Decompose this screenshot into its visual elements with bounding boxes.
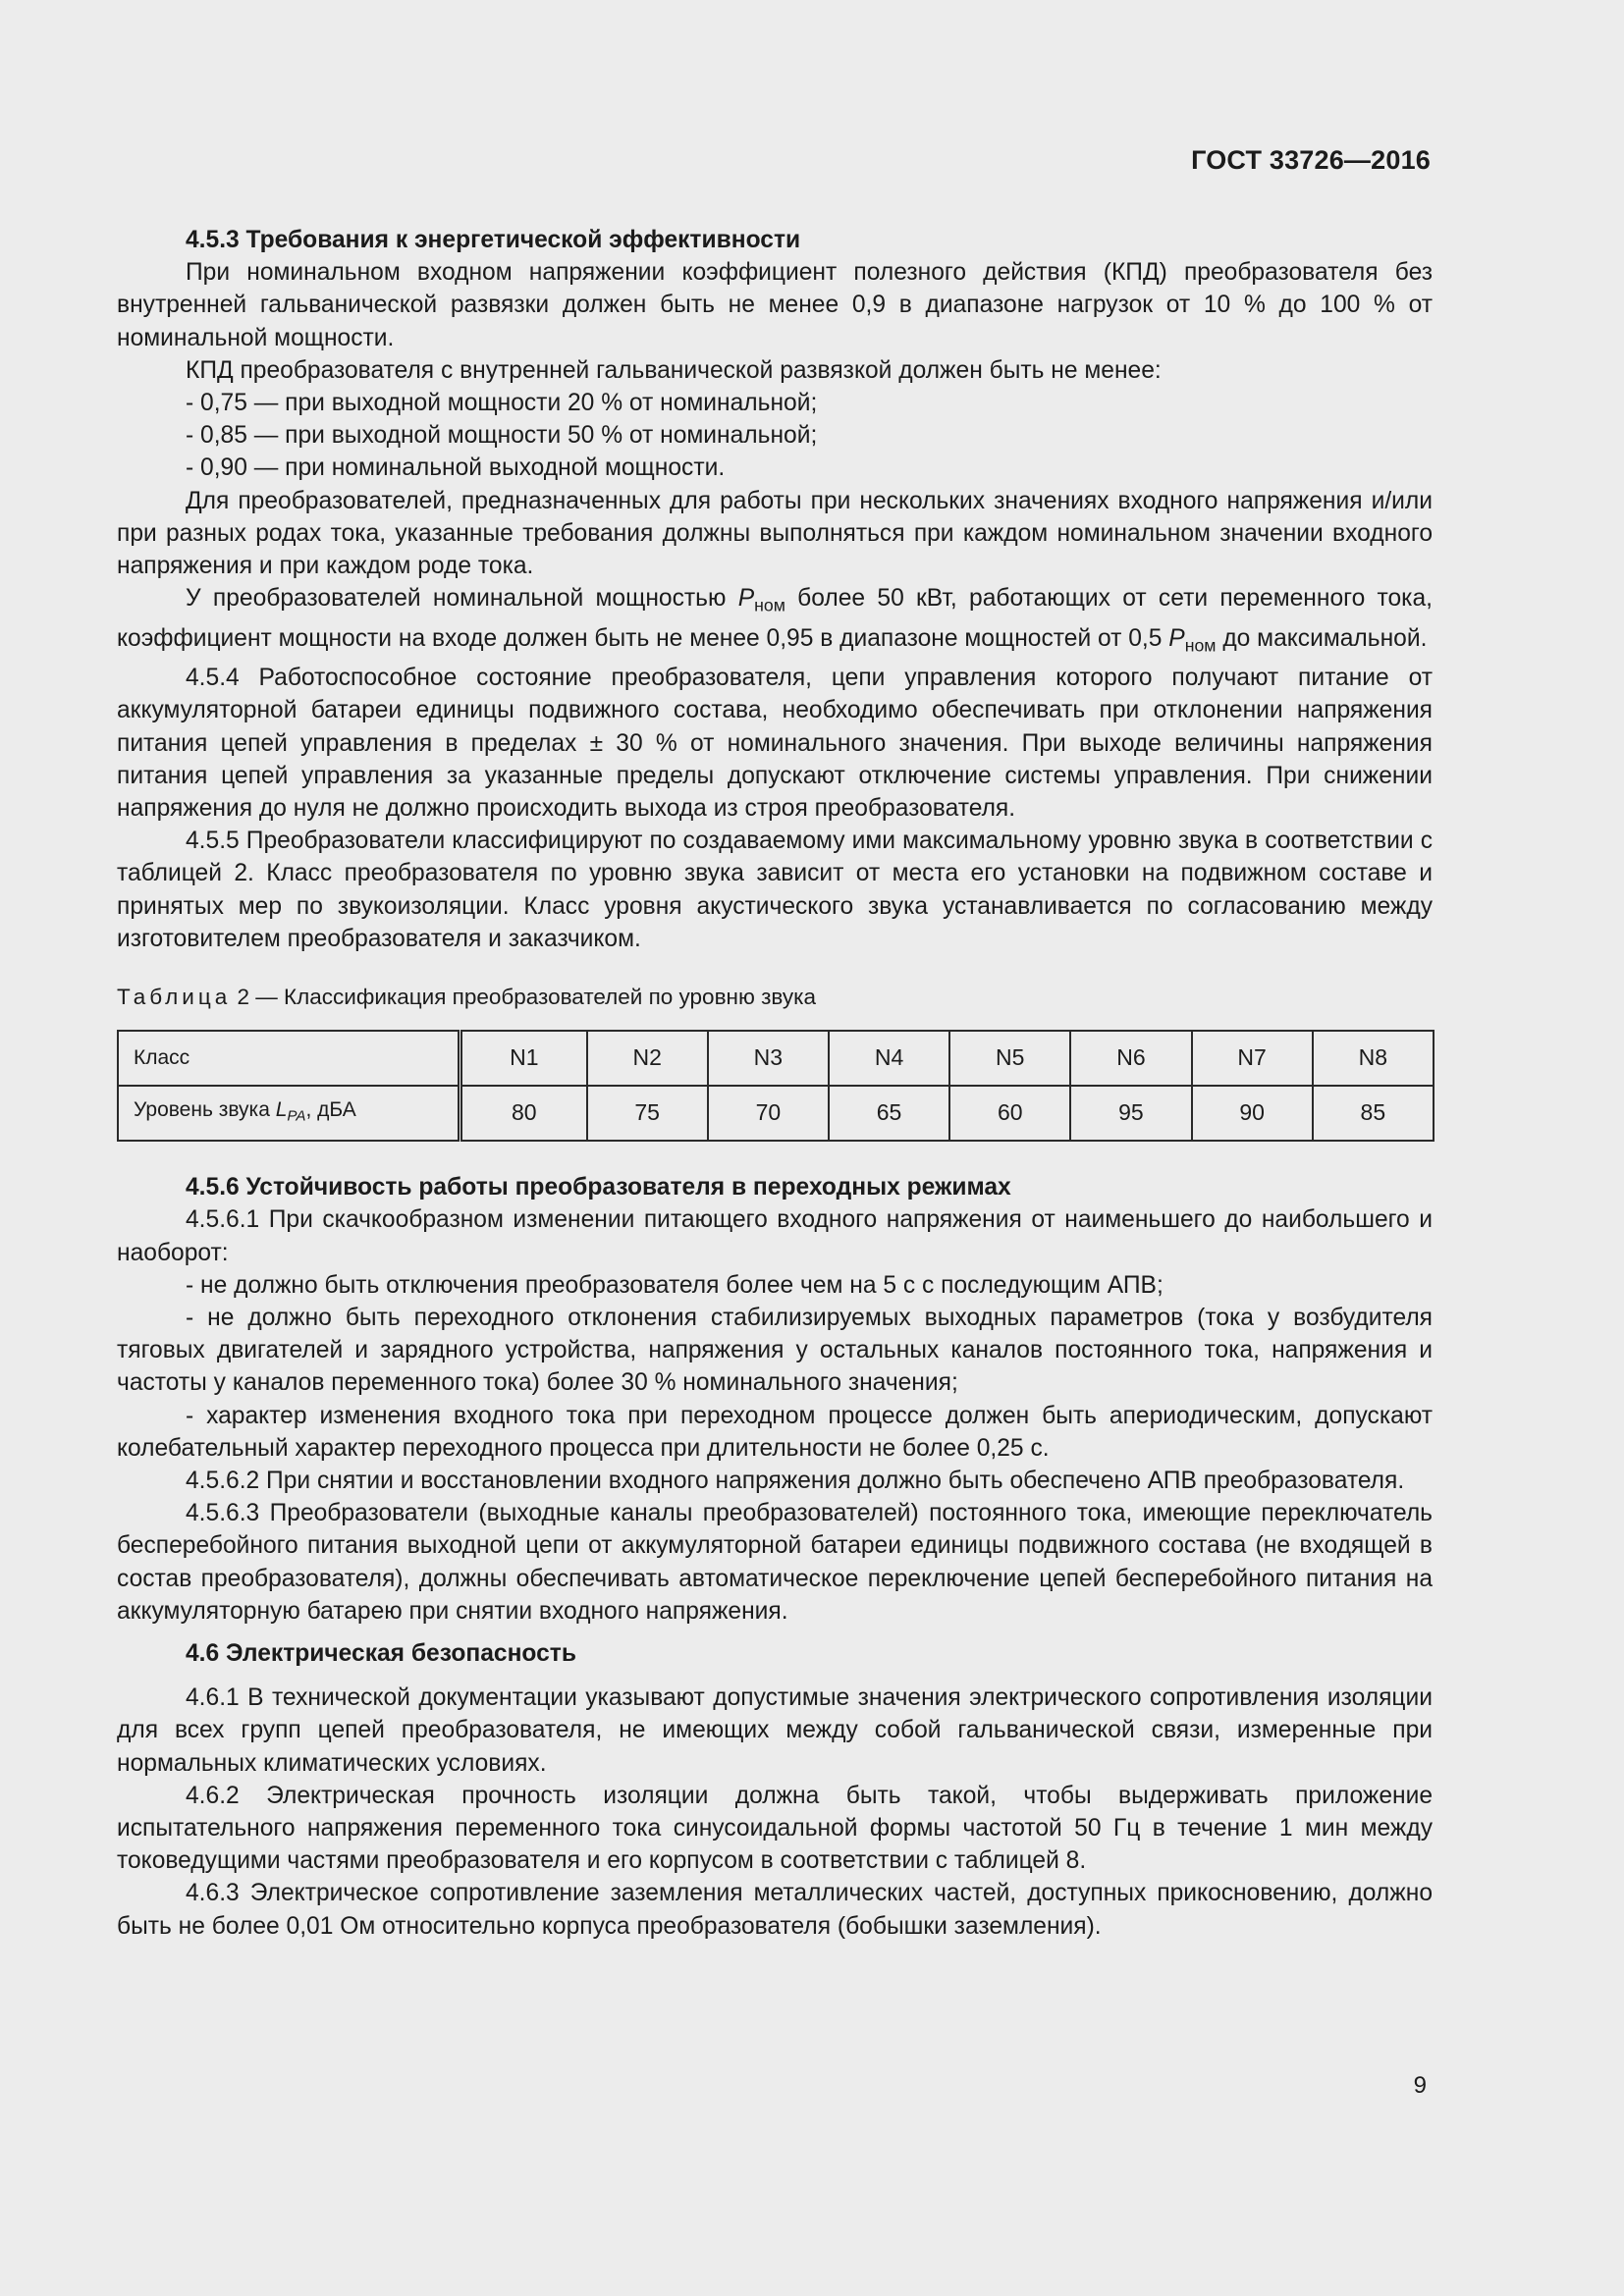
- table-cell: 95: [1070, 1086, 1191, 1141]
- table-cell: 85: [1313, 1086, 1434, 1141]
- paragraph-4-6-1: 4.6.1 В технической документации указывают допустимые значения электрического сопротивления изоляции для всех групп цепей преобразователя, не имеющих между собой гальванической связи, измеренные при нормальных климатических условиях.: [117, 1684, 1433, 1777]
- table-cell: N8: [1313, 1031, 1434, 1086]
- document-id-header: ГОСТ 33726—2016: [1191, 145, 1431, 175]
- heading-4-6: 4.6 Электрическая безопасность: [186, 1639, 576, 1667]
- list-item: - 0,90 — при номинальной выходной мощности.: [186, 454, 726, 482]
- paragraph-efficiency-2: КПД преобразователя с внутренней гальванической развязкой должен быть не менее:: [186, 356, 1162, 384]
- sound-class-table: [117, 1030, 1435, 1142]
- paragraph-4-6-2: 4.6.2 Электрическая прочность изоляции должна быть такой, чтобы выдерживать приложение испытательного напряжения переменного тока синусоидальной формы частотой 50 Гц в течение 1 мин между токоведущими частями преобразователя и его корпусом в соответствии с таблицей 8.: [117, 1782, 1433, 1875]
- page-content: [117, 224, 1433, 1943]
- paragraph-power-factor: У преобразователей номинальной мощностью $P_{ном}$ более 50 кВт, работающих от сети переменного тока, коэффициент мощности на входе должен быть не менее 0,95 в диапазоне мощностей от 0,5 $P_{ном}$ до максимальной.: [117, 585, 1433, 656]
- table-cell: 80: [460, 1086, 587, 1141]
- list-item: - 0,75 — при выходной мощности 20 % от номинальной;: [186, 390, 818, 417]
- list-item: - не должно быть переходного отклонения стабилизируемых выходных параметров (тока у возбудителя тяговых двигателей и зарядного устройства, напряжения у остальных каналов постоянного тока, напряжения и частоты у каналов переменного тока) более 30 % номинального значения;: [117, 1304, 1433, 1397]
- table-cell-header: Уровень звука $L_{PA}$, дБА: [118, 1086, 460, 1141]
- list-item: - характер изменения входного тока при переходном процессе должен быть апериодическим, допускают колебательный характер переходного процесса при длительности не более 0,25 с.: [117, 1402, 1433, 1462]
- table-cell-header: Класс: [118, 1031, 460, 1086]
- table-cell: N2: [587, 1031, 708, 1086]
- table-cell: 90: [1192, 1086, 1313, 1141]
- table-cell: N6: [1070, 1031, 1191, 1086]
- list-item: - не должно быть отключения преобразователя более чем на 5 с с последующим АПВ;: [186, 1271, 1164, 1299]
- heading-4-5-3: 4.5.3 Требования к энергетической эффективности: [186, 227, 801, 253]
- table-caption: Таблица 2 — Классификация преобразователей по уровню звука: [117, 985, 816, 1010]
- paragraph-4-5-6-3: 4.5.6.3 Преобразователи (выходные каналы преобразователей) постоянного тока, имеющие переключатель бесперебойного питания выходной цепи от аккумуляторной батареи единицы подвижного состава (не входящей в состав преобразователя), должны обеспечивать автоматическое переключение цепей бесперебойного питания на аккумуляторную батарею при снятии входного напряжения.: [117, 1500, 1433, 1625]
- table-cell: N3: [708, 1031, 829, 1086]
- paragraph-4-5-5: 4.5.5 Преобразователи классифицируют по создаваемому ими максимальному уровню звука в соответствии с таблицей 2. Класс преобразователя по уровню звука зависит от места его установки на подвижном составе и принятых мер по звукоизоляции. Класс уровня акустического звука устанавливается по согласованию между изготовителем преобразователя и заказчиком.: [117, 828, 1433, 952]
- table-cell: N1: [460, 1031, 587, 1086]
- table-cell: N5: [949, 1031, 1070, 1086]
- table-cell: 65: [829, 1086, 949, 1141]
- table-cell: 75: [587, 1086, 708, 1141]
- table-cell: N4: [829, 1031, 949, 1086]
- paragraph-efficiency-3: Для преобразователей, предназначенных для работы при нескольких значениях входного напряжения и/или при разных родах тока, указанные требования должны выполняться при каждом номинальном значении входного напряжения и при каждом роде тока.: [117, 487, 1433, 580]
- paragraph-4-5-4: 4.5.4 Работоспособное состояние преобразователя, цепи управления которого получают питание от аккумуляторной батареи единицы подвижного состава, необходимо обеспечивать при отклонении напряжения питания цепей управления в пределах ± 30 % от номинального значения. При выходе величины напряжения питания цепей управления за указанные пределы допускают отключение системы управления. При снижении напряжения до нуля не должно происходить выхода из строя преобразователя.: [117, 665, 1433, 823]
- page-number: 9: [1413, 2072, 1427, 2099]
- paragraph-4-5-6-2: 4.5.6.2 При снятии и восстановлении входного напряжения должно быть обеспечено АПВ преобразователя.: [186, 1467, 1405, 1494]
- table-row: [118, 1031, 1434, 1086]
- table-cell: N7: [1192, 1031, 1313, 1086]
- table-cell: 60: [949, 1086, 1070, 1141]
- heading-4-5-6: 4.5.6 Устойчивость работы преобразователя в переходных режимах: [186, 1174, 1011, 1201]
- table-row: [118, 1086, 1434, 1141]
- list-item: - 0,85 — при выходной мощности 50 % от номинальной;: [186, 422, 818, 450]
- paragraph-efficiency-1: При номинальном входном напряжении коэффициент полезного действия (КПД) преобразователя без внутренней гальванической развязки должен быть не менее 0,9 в диапазоне нагрузок от 10 % до 100 % от номинальной мощности.: [117, 259, 1433, 351]
- paragraph-4-5-6-1: 4.5.6.1 При скачкообразном изменении питающего входного напряжения от наименьшего до наибольшего и наоборот:: [117, 1206, 1433, 1266]
- paragraph-4-6-3: 4.6.3 Электрическое сопротивление заземления металлических частей, доступных прикосновению, должно быть не более 0,01 Ом относительно корпуса преобразователя (бобышки заземления).: [117, 1880, 1433, 1940]
- table-cell: 70: [708, 1086, 829, 1141]
